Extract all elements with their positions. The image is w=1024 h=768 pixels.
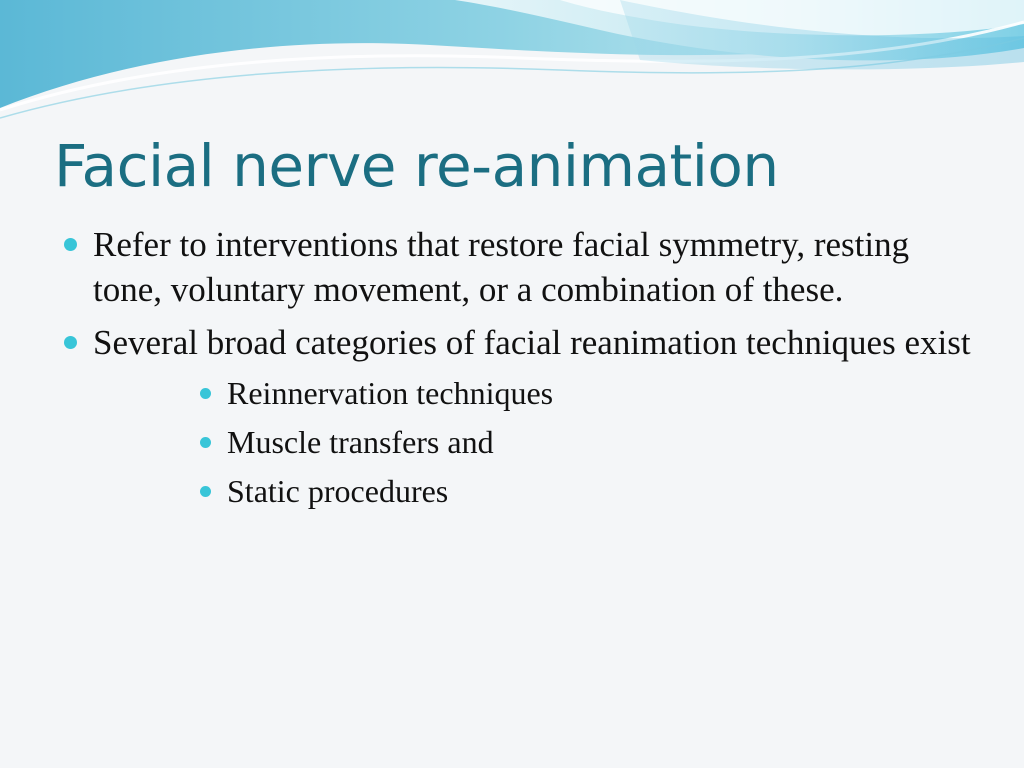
slide-content [0,222,1024,524]
bullet-dot-icon [64,336,77,349]
sub-bullet-dot-icon [200,388,211,399]
sub-bullet-item [93,467,974,516]
sub-bullet-text: Static procedures [227,473,449,509]
sub-bullet-dot-icon [200,437,211,448]
bullet-item [0,222,1024,312]
header-wave-decoration [0,0,1024,130]
sub-bullet-list [93,369,974,516]
bullet-item [0,320,1024,516]
bullet-text: Several broad categories of facial reanimation techniques exist [93,323,971,362]
bullet-text: Refer to interventions that restore facial symmetry, resting tone, voluntary movement, or a combination of these. [93,225,910,309]
bullet-dot-icon [64,238,77,251]
sub-bullet-item [93,369,974,418]
slide-title: Facial nerve re-animation [54,132,779,200]
sub-bullet-text: Reinnervation techniques [227,375,554,411]
sub-bullet-item [93,418,974,467]
sub-bullet-text: Muscle transfers and [227,424,494,460]
bullet-list [0,222,1024,516]
sub-bullet-dot-icon [200,486,211,497]
